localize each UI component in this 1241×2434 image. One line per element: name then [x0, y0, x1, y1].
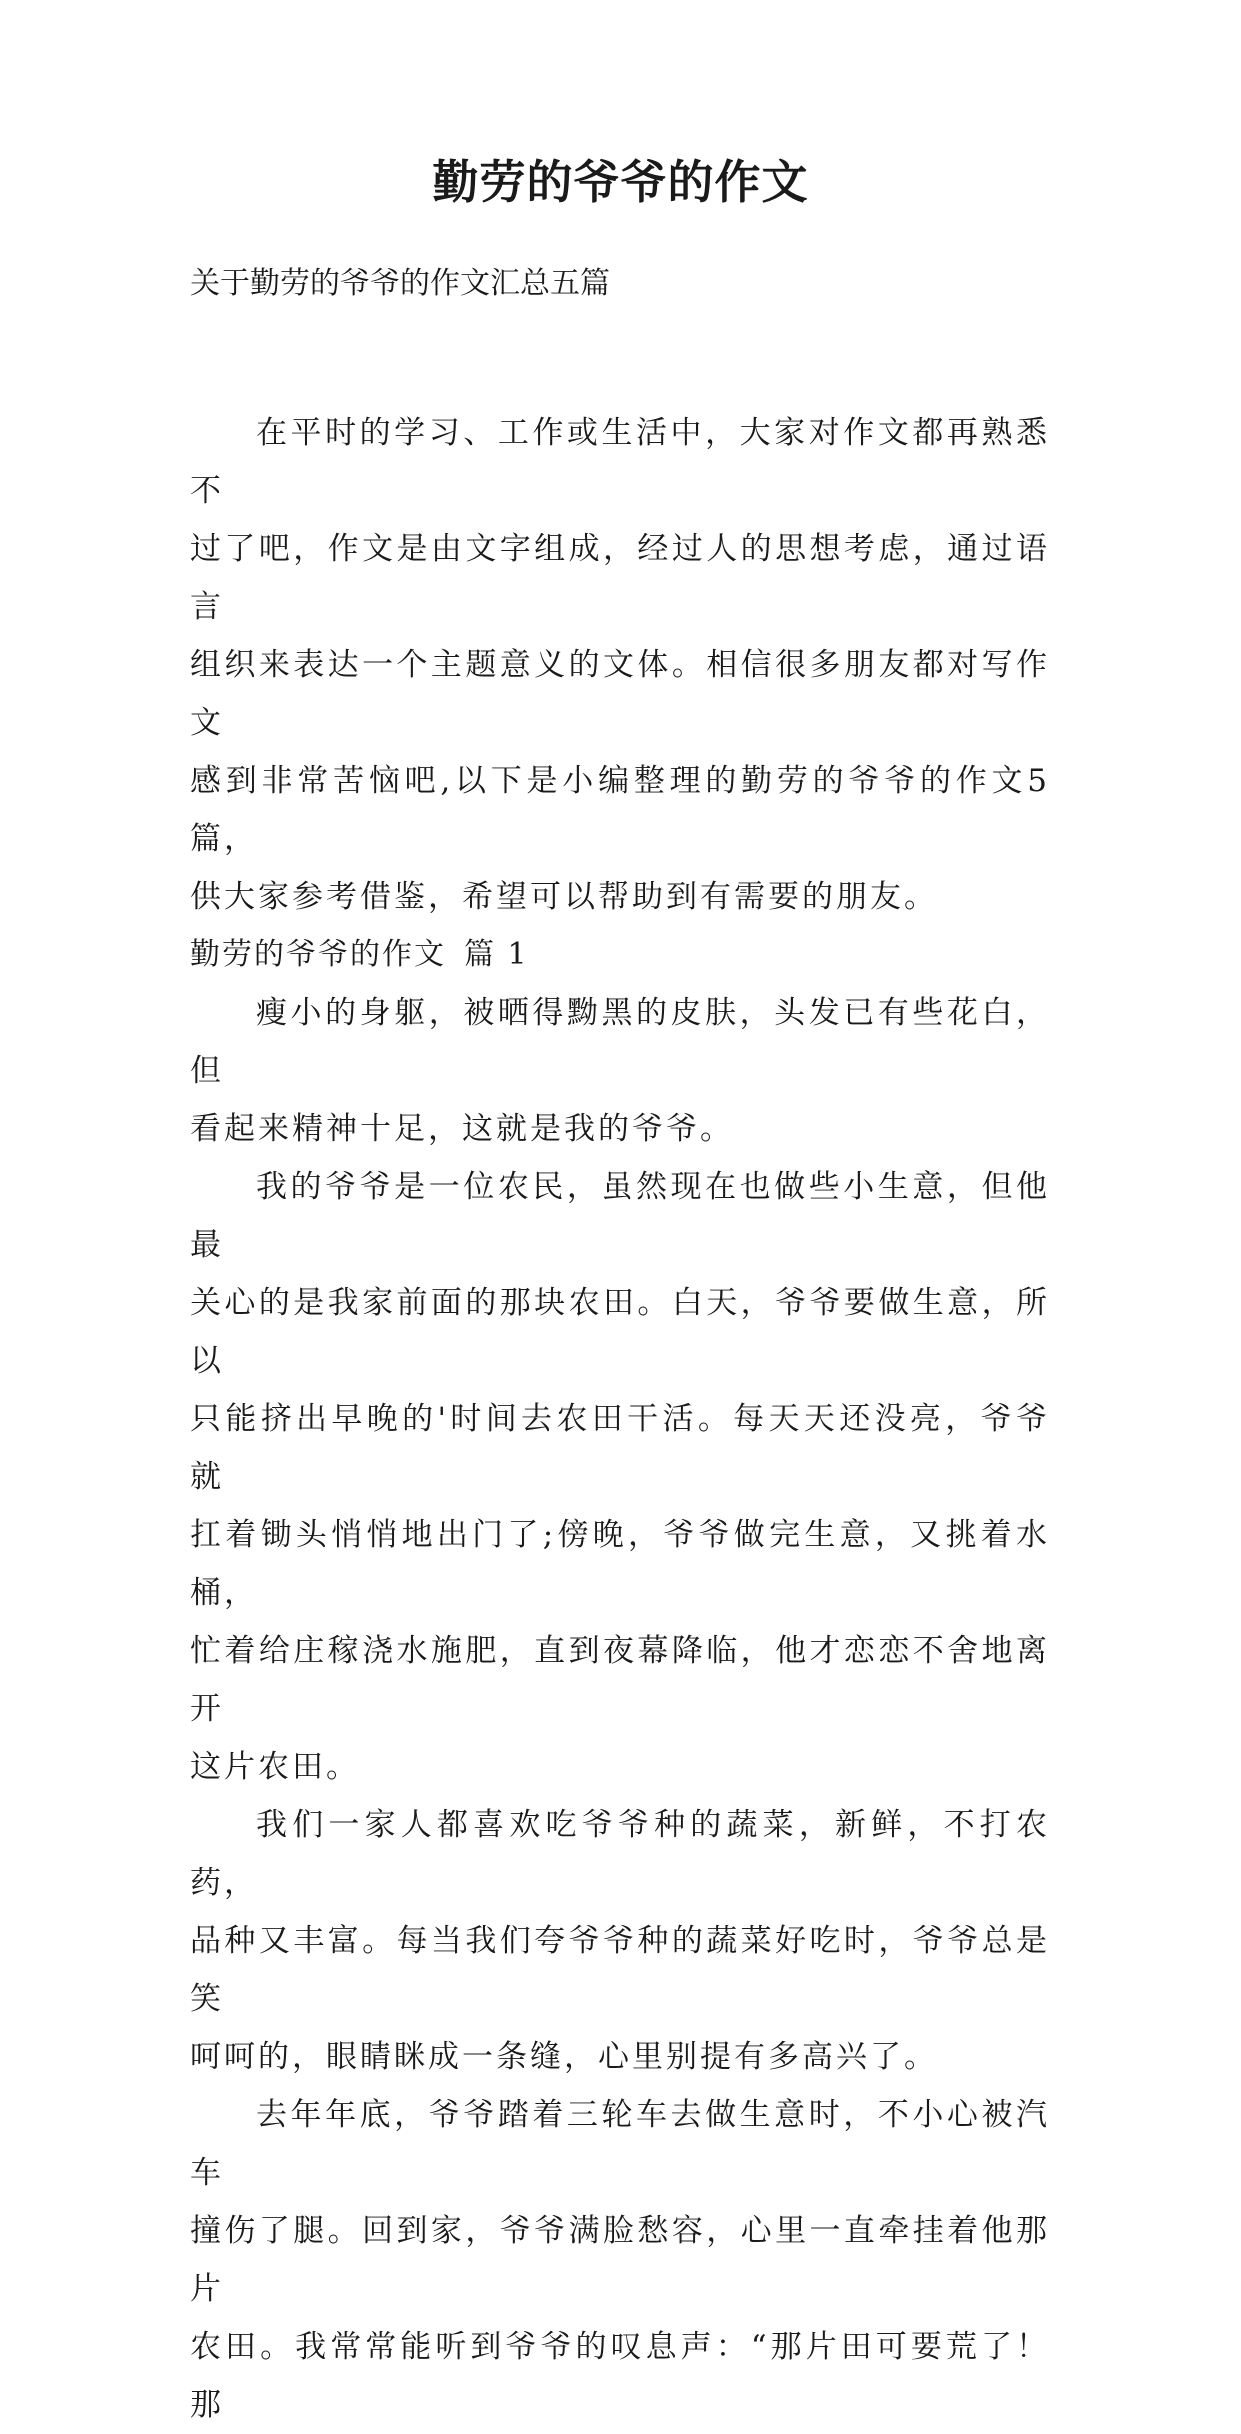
text-line: 瘦小的身躯，被晒得黝黑的皮肤，头发已有些花白，但: [190, 995, 1050, 1089]
body-paragraph: [190, 1796, 1050, 2086]
document-subtitle: 关于勤劳的爷爷的作文汇总五篇: [190, 266, 610, 301]
body-paragraph: [190, 2086, 1050, 2434]
text-line: 扛着锄头悄悄地出门了;傍晚，爷爷做完生意，又挑着水桶，: [190, 1517, 1050, 1611]
text-line: 过了吧，作文是由文字组成，经过人的思想考虑，通过语言: [190, 531, 1050, 625]
text-line: 我们一家人都喜欢吃爷爷种的蔬菜，新鲜，不打农药，: [190, 1807, 1050, 1901]
document-title: 勤劳的爷爷的作文: [432, 155, 809, 209]
text-line: 关心的是我家前面的那块农田。白天，爷爷要做生意，所以: [190, 1285, 1050, 1379]
intro-paragraph: [190, 404, 1050, 926]
text-line: 组织来表达一个主题意义的文体。相信很多朋友都对写作文: [190, 647, 1050, 741]
text-line: 供大家参考借鉴，希望可以帮助到有需要的朋友。: [190, 879, 938, 915]
section-number: 篇 1: [464, 937, 529, 972]
text-line: 这片农田。: [190, 1749, 360, 1785]
text-line: 在平时的学习、工作或生活中，大家对作文都再熟悉不: [190, 415, 1050, 509]
text-line: 农田。我常常能听到爷爷的叹息声：“那片田可要荒了！那: [190, 2329, 1050, 2423]
body-paragraph: [190, 1158, 1050, 1796]
document-body: [190, 404, 1050, 2434]
text-line: 我的爷爷是一位农民，虽然现在也做些小生意，但他最: [190, 1169, 1050, 1263]
text-line: 忙着给庄稼浇水施肥，直到夜幕降临，他才恋恋不舍地离开: [190, 1633, 1050, 1727]
text-line: 感到非常苦恼吧,以下是小编整理的勤劳的爷爷的作文5篇，: [190, 763, 1050, 857]
body-paragraph: [190, 984, 1050, 1158]
section-heading-text: 勤劳的爷爷的作文: [190, 937, 446, 972]
text-line: 去年年底，爷爷踏着三轮车去做生意时，不小心被汽车: [190, 2097, 1050, 2191]
section-heading: [190, 926, 1050, 984]
text-line: 看起来精神十足，这就是我的爷爷。: [190, 1111, 734, 1147]
text-line: 只能挤出早晚的'时间去农田干活。每天天还没亮，爷爷就: [190, 1401, 1050, 1495]
text-line: 撞伤了腿。回到家，爷爷满脸愁容，心里一直牵挂着他那片: [190, 2213, 1050, 2307]
text-line: 呵呵的，眼睛眯成一条缝，心里别提有多高兴了。: [190, 2039, 938, 2075]
text-line: 品种又丰富。每当我们夸爷爷种的蔬菜好吃时，爷爷总是笑: [190, 1923, 1050, 2017]
